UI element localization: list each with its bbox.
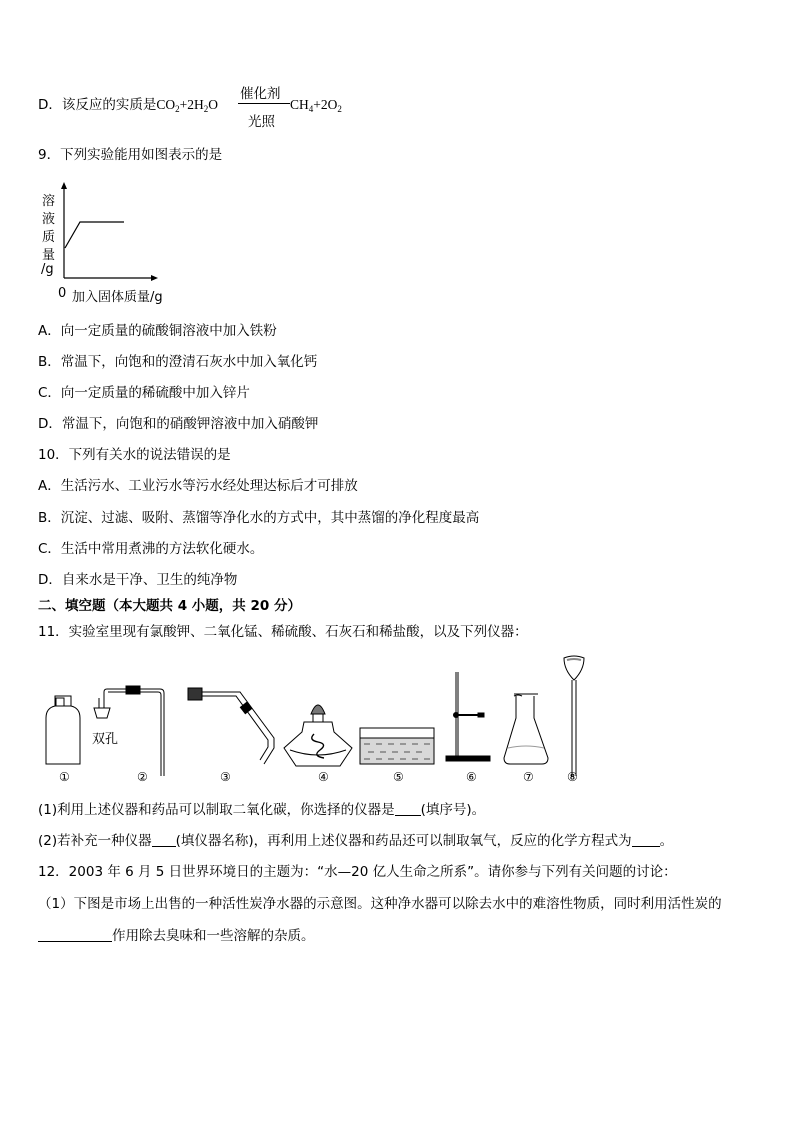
water-trough-icon: [360, 728, 434, 764]
q8d-formula: $CO_2+2H_2O$: [156, 97, 219, 114]
apparatus-number-1: ①: [59, 770, 70, 784]
catalyst-label: 催化剂: [240, 86, 281, 102]
delivery-tube-icon: [188, 688, 274, 764]
reaction-bar: [238, 103, 290, 104]
graph-ylabel-1: 溶: [42, 194, 56, 209]
answer-blank-2[interactable]: [152, 832, 176, 847]
apparatus-number-5: ⑤: [393, 770, 404, 784]
q12-stem: 12．2003 年 6 月 5 日世界环境日的主题为：“水—20 亿人生命之所系”。请你参与下列有关问题的讨论：: [38, 864, 677, 880]
graph-ylabel-2: 液: [42, 212, 56, 227]
graph-ylabel-5: /g: [41, 262, 54, 277]
answer-blank-4[interactable]: [38, 927, 112, 942]
q8d-reaction-arrow: [238, 82, 290, 128]
apparatus-number-6: ⑥: [466, 770, 477, 784]
graph-xlabel: 加入固体质量/g: [72, 290, 163, 305]
q10-option-d: D．自来水是干净、卫生的纯净物: [38, 572, 238, 588]
q9-graph: [38, 182, 178, 307]
funnel-icon: [564, 656, 584, 776]
q10-stem: 10．下列有关水的说法错误的是: [38, 447, 231, 463]
graph-ylabel-4: 量: [42, 248, 56, 263]
answer-blank-3[interactable]: [632, 832, 660, 847]
q10-option-a: A．生活污水、工业污水等污水经处理达标后才可排放: [38, 478, 358, 494]
q9-option-a: A．向一定质量的硫酸铜溶液中加入铁粉: [38, 323, 277, 339]
apparatus-number-4: ④: [318, 770, 329, 784]
q11-part2: (2)若补充一种仪器 (填仪器名称)，再利用上述仪器和药品还可以制取氧气，反应的化学方程式为 。: [38, 833, 674, 849]
q11-apparatus: [38, 652, 598, 792]
q12-part1-line2: 作用除去臭味和一些溶解的杂质。: [38, 927, 315, 945]
bottle-icon: [46, 696, 80, 764]
q10-option-b: B．沉淀、过滤、吸附、蒸馏等净化水的方式中，其中蒸馏的净化程度最高: [38, 510, 480, 526]
answer-blank-1[interactable]: [395, 801, 421, 816]
double-hole-label: 双孔: [92, 732, 119, 747]
q10-option-c: C．生活中常用煮沸的方法软化硬水。: [38, 541, 264, 557]
q8-option-d: [38, 96, 218, 114]
q9-option-c: C．向一定质量的稀硫酸中加入锌片: [38, 385, 250, 401]
conical-flask-icon: [504, 694, 548, 764]
section-heading: 二、填空题（本大题共 4 小题，共 20 分）: [38, 598, 301, 614]
q9-option-b: B．常温下，向饱和的澄清石灰水中加入氧化钙: [38, 354, 318, 370]
iron-stand-icon: [446, 672, 490, 761]
alcohol-lamp-icon: [284, 705, 352, 766]
q9-stem: 9．下列实验能用如图表示的是: [38, 147, 223, 163]
q9-graph-axes: [38, 182, 178, 292]
light-label: 光照: [248, 114, 275, 130]
q8d-prefix: D．该反应的实质是: [38, 97, 157, 113]
apparatus-number-7: ⑦: [523, 770, 534, 784]
apparatus-number-3: ③: [220, 770, 231, 784]
graph-origin: 0: [58, 286, 67, 301]
apparatus-number-8: ⑧: [567, 770, 578, 784]
graph-ylabel-3: 质: [42, 230, 56, 245]
apparatus-number-2: ②: [137, 770, 148, 784]
q8d-products: $CH_4+2O_2$: [290, 97, 342, 114]
q11-stem: 11．实验室里现有氯酸钾、二氧化锰、稀硫酸、石灰石和稀盐酸，以及下列仪器：: [38, 624, 528, 640]
q12-part1-line1: （1）下图是市场上出售的一种活性炭净水器的示意图。这种净水器可以除去水中的难溶性物质，同时利用活性炭的: [38, 896, 722, 912]
q9-option-d: D．常温下，向饱和的硝酸钾溶液中加入硝酸钾: [38, 416, 319, 432]
q11-part1: (1)利用上述仪器和药品可以制取二氧化碳，你选择的仪器是 (填序号)。: [38, 802, 486, 818]
